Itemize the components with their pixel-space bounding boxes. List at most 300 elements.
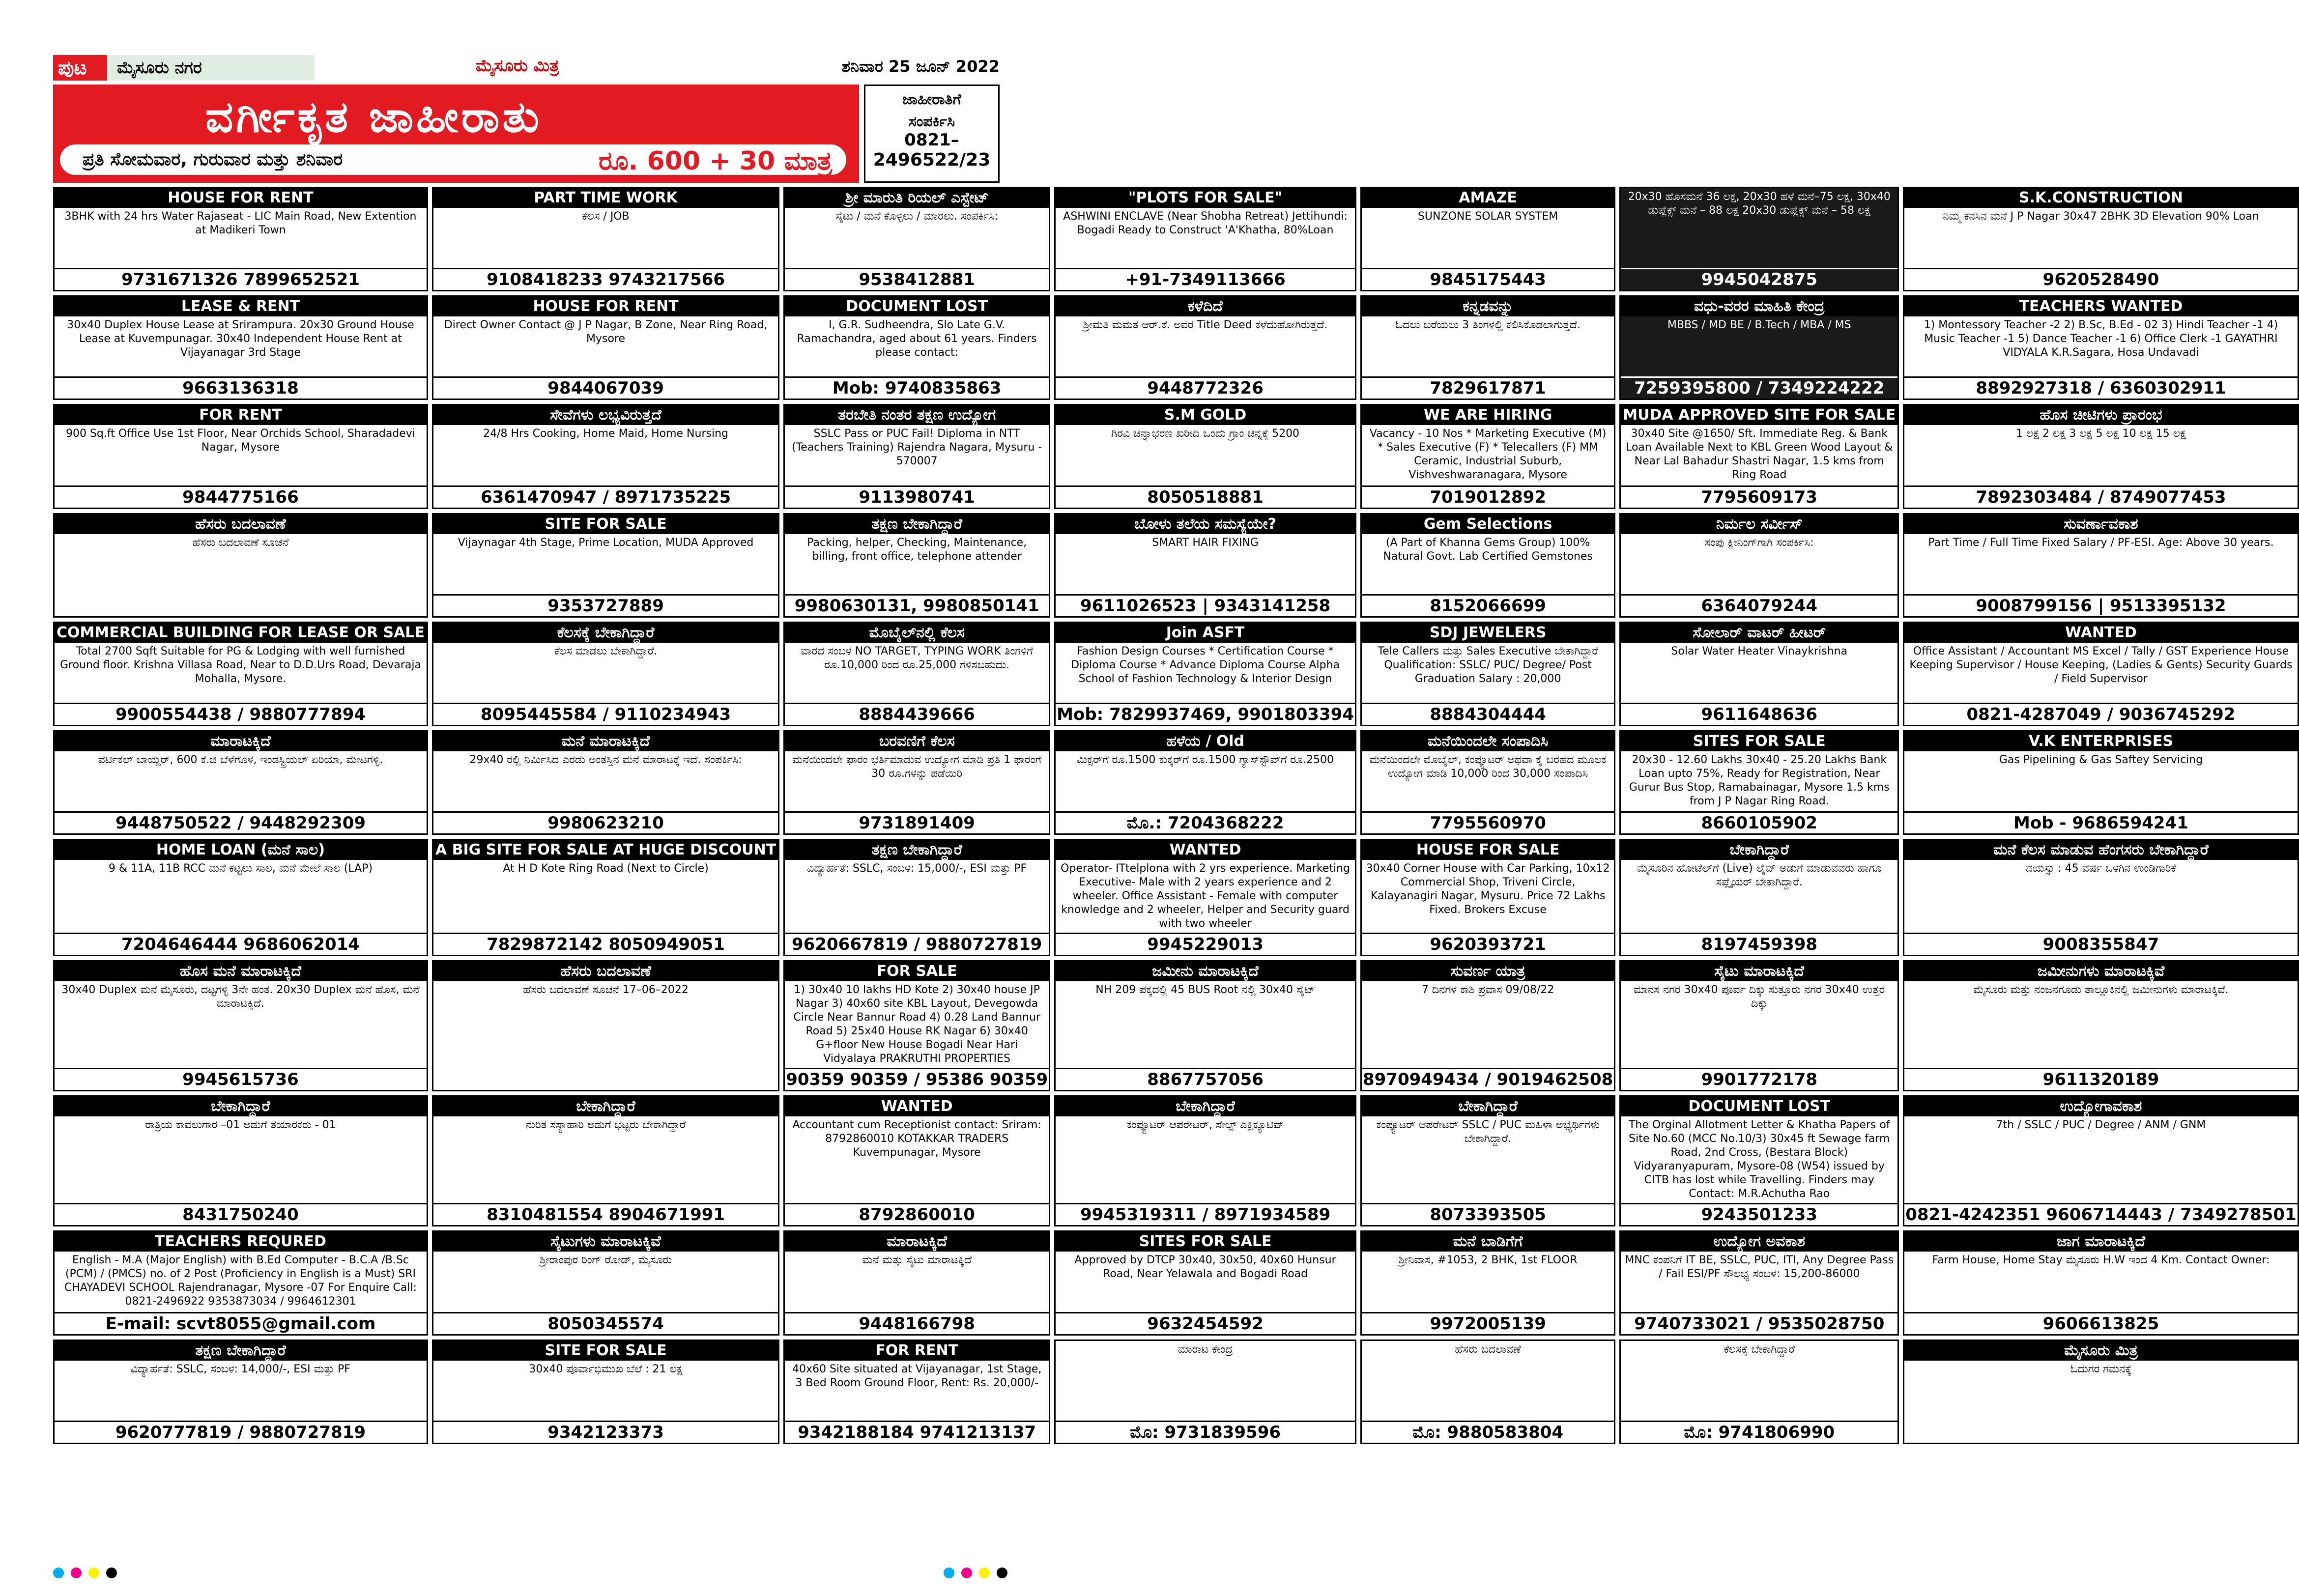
ad-phone: 9620667819 / 9880727819 (785, 933, 1049, 955)
ad-heading: ಜಾಗ ಮಾರಾಟಕ್ಕಿದೆ (1904, 1232, 2297, 1252)
ad-phone: 9108418233 9743217566 (433, 268, 778, 290)
ad-phone: 7259395800 / 7349224222 (1621, 376, 1897, 399)
ad-body: ಓದಲು ಬರೆಯಲು 3 ತಿಂಗಳಲ್ಲಿ ಕಲಿಸಿಕೊಡಲಾಗುತ್ತದೆ. (1395, 319, 1581, 332)
classified-ad (53, 513, 428, 618)
ad-body: 7th / SSLC / PUC / Degree / ANM / GNM (1996, 1119, 2206, 1132)
ad-phone: ಮೊ: 9731839596 (1056, 1421, 1355, 1443)
classified-ad (1054, 295, 1356, 400)
ad-heading: ತರಬೇತಿ ನಂತರ ತಕ್ಷಣ ಉದ್ಯೋಗ (785, 405, 1049, 425)
classified-ad (1903, 730, 2299, 835)
classified-ad (1619, 1230, 1899, 1335)
ad-body: ಮನೆಯಿಂದಲೇ ಫಾರಂ ಭರ್ತಿಮಾಡುವ ಉದ್ಯೋಗ ಮಾಡಿ ಪ್ರತಿ 1 ಫಾರಂಗೆ 30 ರೂ.ಗಳನ್ನು ಪಡೆಯಿರಿ (792, 754, 1042, 780)
ad-heading: ವಧು-ವರರ ಮಾಹಿತಿ ಕೇಂದ್ರ (1621, 297, 1897, 316)
page-number: ಪುಟ (53, 55, 107, 81)
ad-heading: ಬೇಕಾಗಿದ್ದಾರೆ (1362, 1097, 1614, 1116)
ad-body: SSLC Pass or PUC Fail! Diploma in NTT (Teachers Training) Rajendra Nagara, Mysuru - 570007 (792, 428, 1042, 468)
classified-ad (432, 187, 779, 291)
ad-body: Vijaynagar 4th Stage, Prime Location, MUDA Approved (458, 536, 754, 549)
ad-heading: HOUSE FOR RENT (55, 188, 427, 208)
ad-body: ಮಿಕ್ಸರ್‌ಗೆ ರೂ.1500 ಕುಕ್ಕರ್‌ಗೆ ರೂ.1500 ಗ್ಯಾಸ್‌ಸ್ಟೌವ್‌ಗೆ ರೂ.2500 (1077, 754, 1334, 767)
classified-ad (1054, 1095, 1356, 1226)
ad-phone: 8884439666 (785, 703, 1049, 725)
black-dot (997, 1568, 1007, 1578)
ad-body: ವಾರದ ಸಂಬಳ NO TARGET, TYPING WORK ತಿಂಗಳಿಗೆ ರೂ.10,000 ರಿಂದ ರೂ.25,000 ಗಳಿಸಬಹುದು. (801, 645, 1033, 671)
ad-heading: HOUSE FOR SALE (1362, 840, 1614, 860)
ad-heading: AMAZE (1362, 188, 1614, 208)
ad-heading: SDJ JEWELERS (1362, 623, 1614, 643)
ad-heading: ನಿರ್ಮಲ ಸರ್ವೀಸ್ (1621, 514, 1897, 534)
ad-body: ಸೈಟು / ಮನೆ ಕೊಳ್ಳಲು / ಮಾರಲು. ಸಂಪರ್ಕಿಸಿ: (835, 210, 999, 223)
classified-ad (53, 404, 428, 509)
ad-phone: Mob: 7829937469, 9901803394 (1056, 703, 1355, 725)
classified-ad (432, 295, 779, 400)
color-registration-marks-left (53, 1568, 117, 1578)
classified-ad (1360, 295, 1615, 400)
ad-body: ಶ್ರೀಮತಿ ಮಮತ ಆರ್.ಕೆ. ಅವರ Title Deed ಕಳೆದುಹೋಗಿರುತ್ತದೆ. (1083, 319, 1328, 332)
ad-heading: ಉದ್ಯೋಗಾವಕಾಶ (1904, 1097, 2297, 1116)
ad-heading: WANTED (1056, 840, 1355, 860)
ad-heading: ಸೇವೆಗಳು ಲಭ್ಯವಿರುತ್ತದೆ (433, 405, 778, 425)
classified-ad (432, 960, 779, 1091)
ad-body: ನುರಿತ ಸಸ್ಯಾಹಾರಿ ಅಡುಗೆ ಭಟ್ಟರು ಬೇಕಾಗಿದ್ದಾರೆ (525, 1119, 686, 1132)
ad-heading: SITE FOR SALE (433, 1341, 778, 1361)
ad-phone: 9663136318 (55, 376, 427, 399)
ad-phone: 9901772178 (1621, 1068, 1897, 1090)
classified-ad (1619, 513, 1899, 618)
ad-body: Office Assistant / Accountant MS Excel / Tally / GST Experience House Keeping Supervisor / House Keeping, (Ladies & Gents) Security Guards / Field Supervisor (1909, 645, 2293, 685)
classified-ad (1054, 187, 1356, 291)
ad-heading: TEACHERS REQURED (55, 1232, 427, 1252)
ad-body: NH 209 ಪಕ್ಕದಲ್ಲಿ 45 BUS Root ನಲ್ಲಿ 30x40 ಸೈಟ್ (1095, 984, 1315, 997)
classified-ad (783, 513, 1050, 618)
ad-body: ಕೆಲಸಕ್ಕೆ ಬೇಕಾಗಿದ್ದಾರೆ (1724, 1343, 1795, 1356)
ad-heading: ಕಳೆದಿದೆ (1056, 297, 1355, 316)
ad-heading: ಸುವರ್ಣಾವಕಾಶ (1904, 514, 2297, 534)
classified-ad (432, 1340, 779, 1444)
ad-body: Fashion Design Courses * Certification Course * Diploma Course * Advance Diploma Course Alpha School of Fashion Technology & Interior Design (1071, 645, 1340, 685)
ad-heading: S.M GOLD (1056, 405, 1355, 425)
ad-body: ಕೆಲಸ / JOB (582, 210, 630, 223)
classified-ad (1903, 295, 2299, 400)
classified-ad (1903, 1230, 2299, 1335)
classified-ad (1903, 622, 2299, 726)
classified-ad (783, 1340, 1050, 1444)
ad-heading: ತಕ್ಷಣ ಬೇಕಾಗಿದ್ದಾರೆ (55, 1341, 427, 1361)
ad-heading: ಮನೆಯಿಂದಲೇ ಸಂಪಾದಿಸಿ (1362, 732, 1614, 751)
ad-heading: S.K.CONSTRUCTION (1904, 188, 2297, 208)
ad-phone: ಮೊ: 9741806990 (1621, 1421, 1897, 1443)
ad-heading: Gem Selections (1362, 514, 1614, 534)
classified-ad (1619, 622, 1899, 726)
ad-heading: ಹಳೆಯ / Old (1056, 732, 1355, 751)
ad-phone: 9845175443 (1362, 268, 1614, 290)
classified-ad (53, 1340, 428, 1444)
ad-body: ಶ್ರೀನಿವಾಸ, #1053, 2 BHK, 1st FLOOR (1398, 1254, 1578, 1267)
ad-phone: 8660105902 (1621, 811, 1897, 833)
ad-body: 9 & 11A, 11B RCC ಮನೆ ಕಟ್ಟಲು ಸಾಲ, ಮನೆ ಮೇಲೆ ಸಾಲ (LAP) (108, 862, 373, 875)
classified-ad (1054, 404, 1356, 509)
ad-heading: ಮೈಸೂರು ಮಿತ್ರ (1904, 1341, 2297, 1361)
ad-phone: 8197459398 (1621, 933, 1897, 955)
classified-ad (432, 1095, 779, 1226)
ad-heading: ಸುವರ್ಣ ಯಾತ್ರ (1362, 962, 1614, 981)
ad-phone: 9611648636 (1621, 703, 1897, 725)
classified-ad (1360, 730, 1615, 835)
classified-ad (1619, 839, 1899, 956)
ad-heading: PART TIME WORK (433, 188, 778, 208)
ad-heading: ಉದ್ಯೋಗ ಅವಕಾಶ (1621, 1232, 1897, 1252)
ads-grid (53, 187, 2297, 1553)
ad-heading: Join ASFT (1056, 623, 1355, 643)
ad-body: ಕಂಪ್ಯೂಟರ್ ಆಪರೇಟರ್, ಸೇಲ್ಸ್ ಎಕ್ಸಿಕ್ಯೂಟಿವ್ (1126, 1119, 1284, 1132)
ad-phone: 7829872142 8050949051 (433, 933, 778, 955)
yellow-dot (979, 1568, 990, 1578)
ad-body: ವಯಸ್ಸು : 45 ವರ್ಷ ಒಳಗಿನ ಉಂಡಿಗಾರಿಕೆ (2025, 862, 2177, 875)
ad-heading: TEACHERS WANTED (1904, 297, 2297, 316)
classified-ad (783, 960, 1050, 1091)
ad-phone: 9945229013 (1056, 933, 1355, 955)
classified-ad (1619, 295, 1899, 400)
classified-ad (1903, 513, 2299, 618)
ad-body: ಮಾರಾಟ ಕೇಂದ್ರ (1178, 1343, 1233, 1356)
ad-phone: 9113980741 (785, 485, 1049, 508)
ad-phone: 9945615736 (55, 1068, 427, 1090)
ad-phone: 90359 90359 / 95386 90359 (785, 1068, 1049, 1090)
cyan-dot (944, 1568, 954, 1578)
ad-body: 20x30 ಹೊಸಮನೆ 36 ಲಕ್ಷ, 20x30 ಹಳೆ ಮನೆ–75 ಲಕ್ಷ, 30x40 ಡುಪ್ಲೆಕ್ಸ್ ಮನೆ – 88 ಲಕ್ಷ 20x30 ಡುಪ್ಲೆಕ್ಸ್ ಮನೆ – 58 ಲಕ್ಷ (1628, 191, 1891, 217)
classified-ad (1360, 960, 1615, 1091)
ad-phone: +91-7349113666 (1056, 268, 1355, 290)
ad-heading: ತಕ್ಷಣ ಬೇಕಾಗಿದ್ದಾರೆ (785, 840, 1049, 860)
classified-ad (1360, 839, 1615, 956)
classified-ad (1903, 1095, 2299, 1226)
ad-phone: 8152066699 (1362, 594, 1614, 616)
issue-date: ಶನಿವಾರ 25 ಜೂನ್ 2022 (841, 57, 1000, 76)
publication-name: ಮೈಸೂರು ಮಿತ್ರ (476, 56, 559, 76)
ad-phone: 9611320189 (1904, 1068, 2297, 1090)
ad-heading: FOR RENT (55, 405, 427, 425)
ad-body: 1) Montessory Teacher -2 2) B.Sc, B.Ed - 02 3) Hindi Teacher -1 4) Music Teacher -1 5) Dance Teacher -1 6) Office Clerk -1 GAYATHRI VIDYALA K.R.Sagara, Hosa Undavadi (1924, 319, 2278, 359)
classified-ad (432, 513, 779, 618)
classified-ad (1903, 960, 2299, 1091)
classified-ad (1903, 404, 2299, 509)
ad-heading: HOME LOAN (ಮನೆ ಸಾಲ) (55, 840, 427, 860)
ad-phone: 8050518881 (1056, 485, 1355, 508)
ad-heading: DOCUMENT LOST (785, 297, 1049, 316)
ad-phone: 9342188184 9741213137 (785, 1421, 1049, 1443)
classified-ad (1360, 187, 1615, 291)
ad-body: 30x40 Duplex House Lease at Srirampura. 20x30 Ground House Lease at Kuvempunagar. 30x40 Independent House Rent at Vijayanagar 3rd Stage (67, 319, 414, 359)
ad-heading: MUDA APPROVED SITE FOR SALE (1621, 405, 1897, 425)
ad-heading: ಸೈಟುಗಳು ಮಾರಾಟಕ್ಕಿವೆ (433, 1232, 778, 1252)
ad-body: 30x40 ಪೂರ್ವಾಭಿಮುಖ ಬೆಲೆ : 21 ಲಕ್ಷ (529, 1363, 683, 1375)
classified-ad (1619, 1340, 1899, 1444)
ad-phone: 9980630131, 9980850141 (785, 594, 1049, 616)
ad-body: 3BHK with 24 hrs Water Rajaseat - LIC Main Road, New Extention at Madikeri Town (64, 210, 417, 236)
ad-phone: 8050345574 (433, 1312, 778, 1334)
ad-phone: 0821-4242351 9606714443 / 7349278501 (1904, 1203, 2297, 1225)
classified-ad (1619, 960, 1899, 1091)
ad-body: SMART HAIR FIXING (1152, 536, 1259, 549)
ad-body: 1 ಲಕ್ಷ 2 ಲಕ್ಷ 3 ಲಕ್ಷ 5 ಲಕ್ಷ 10 ಲಕ್ಷ 15 ಲಕ್ಷ (2015, 428, 2186, 440)
ad-phone: 6364079244 (1621, 594, 1897, 616)
ad-phone: 9945319311 / 8971934589 (1056, 1203, 1355, 1225)
ad-phone: 9342123373 (433, 1421, 778, 1443)
ad-body: Total 2700 Sqft Suitable for PG & Lodging with well furnished Ground floor. Krishna Villasa Road, Near to D.D.Urs Road, Devaraja Mohalla, Mysore. (59, 645, 421, 685)
ad-body: 30x40 Corner House with Car Parking, 10x12 Commercial Shop, Triveni Circle, Kalayanagiri Nagar, Mysuru. Price 72 Lakhs Fixed. Brokers Excuse (1366, 862, 1610, 916)
ad-body: Operator- ITtelplona with 2 yrs experience. Marketing Executive- Male with 2 years experience and 2 wheeler. Office Assistant - Female with computer knowledge and 2 wheeler, Helper and Security guard with two wheeler (1061, 862, 1351, 930)
ad-heading: WANTED (1904, 623, 2297, 643)
contact-line-3: 0821– (904, 130, 959, 150)
ad-heading: FOR SALE (785, 962, 1049, 981)
magenta-dot (71, 1568, 82, 1578)
ad-phone: 8970949434 / 9019462508 (1362, 1068, 1614, 1090)
ad-heading: ಸೋಲಾರ್ ವಾಟರ್ ಹೀಟರ್ (1621, 623, 1897, 643)
classified-ad (783, 295, 1050, 400)
ad-body: I, G.R. Sudheendra, Slo Late G.V. Ramachandra, aged about 61 years. Finders please contact: (797, 319, 1037, 359)
ad-phone: 7829617871 (1362, 376, 1614, 399)
ad-phone: 9731891409 (785, 811, 1049, 833)
ad-phone: 9606613825 (1904, 1312, 2297, 1334)
ad-body: ಹೆಸರು ಬದಲಾವಣೆ ಸೂಚನೆ 17–06–2022 (523, 984, 689, 997)
ad-phone: 8792860010 (785, 1203, 1049, 1225)
ad-body: ಸಂಪು ಕ್ಲೀನಿಂಗ್‌ಗಾಗಿ ಸಂಪರ್ಕಿಸಿ: (1704, 536, 1814, 549)
ad-body: 40x60 Site situated at Vijayanagar, 1st Stage, 3 Bed Room Ground Floor, Rent: Rs. 20,000/- (792, 1363, 1042, 1389)
banner-title: ವರ್ಗೀಕೃತ ಜಾಹೀರಾತು (205, 91, 542, 142)
classified-ad (783, 730, 1050, 835)
ad-heading: ಬೇಕಾಗಿದ್ದಾರೆ (433, 1097, 778, 1116)
ad-phone: 9620777819 / 9880727819 (55, 1421, 427, 1443)
ad-phone: 8867757056 (1056, 1068, 1355, 1090)
ad-heading: ಜಮೀನು ಮಾರಾಟಕ್ಕಿದೆ (1056, 962, 1355, 981)
ad-body: Tele Callers ಮತ್ತು Sales Executive ಬೇಕಾಗಿದ್ದಾರೆ Qualification: SSLC/ PUC/ Degree/ Post Graduation Salary : 20,000 (1378, 645, 1598, 685)
ad-heading: WE ARE HIRING (1362, 405, 1614, 425)
ad-body: Solar Water Heater Vinaykrishna (1671, 645, 1848, 657)
ad-phone: 8095445584 / 9110234943 (433, 703, 778, 725)
ad-heading: SITES FOR SALE (1056, 1232, 1355, 1252)
ad-body: ಕೆಲಸ ಮಾಡಲು ಬೇಕಾಗಿದ್ದಾರೆ. (554, 645, 658, 657)
ad-heading: ಮನೆ ಬಾಡಿಗೆಗೆ (1362, 1232, 1614, 1252)
ad-body: 1) 30x40 10 lakhs HD Kote 2) 30x40 house JP Nagar 3) 40x60 site KBL Layout, Devegowda Circle Near Bannur Road 4) 0.28 Land Bannur Road 5) 25x40 House RK Nagar 6) 30x40 G+floor New House Bogadi Near Hari Vidyalaya PRAKRUTHI PROPERTIES (793, 984, 1040, 1065)
ad-body: English - M.A (Major English) with B.Ed Computer - B.C.A /B.Sc (PCM) / (PMCS) no. of 2 Post (Proficiency in English is a Must) SRI CHAYADEVI SCHOOL Rajendranagar, Mysore -07 For Enquire Call: 0821-2496922 9353873034 / 9964612301 (64, 1254, 417, 1308)
ad-body: 7 ದಿನಗಳ ಕಾಶಿ ಪ್ರವಾಸ 09/08/22 (1421, 984, 1554, 997)
ad-body: ಕಂಪ್ಯೂಟರ್ ಆಪರೇಟರ್ SSLC / PUC ಮಹಿಳಾ ಅಭ್ಯರ್ಥಿಗಳು ಬೇಕಾಗಿದ್ದಾರೆ. (1376, 1119, 1600, 1145)
classified-ad (53, 295, 428, 400)
ad-body: ಮೈಸೂರಿನ ಹೋಟೆಲ್‌ಗೆ (Live) ಲೈವ್ ಅಡುಗೆ ಮಾಡುವವರು ಹಾಗೂ ಸಪ್ಲೈಯರ್ ಬೇಕಾಗಿದ್ದಾರೆ. (1637, 862, 1882, 889)
ad-phone: 9448166798 (785, 1312, 1049, 1334)
classified-ad (1619, 730, 1899, 835)
ad-heading: ಮಾರಾಟಕ್ಕಿದೆ (785, 1232, 1049, 1252)
classified-ad (53, 1095, 428, 1226)
ad-heading: SITE FOR SALE (433, 514, 778, 534)
ad-phone: 9980623210 (433, 811, 778, 833)
ad-phone: 9611026523 | 9343141258 (1056, 594, 1355, 616)
classified-ad (53, 839, 428, 956)
ad-heading: ಬೇಕಾಗಿದ್ದಾರೆ (1056, 1097, 1355, 1116)
ad-body: Part Time / Full Time Fixed Salary / PF-ESI. Age: Above 30 years. (1928, 536, 2274, 549)
ad-phone: 7795609173 (1621, 485, 1897, 508)
classified-ad (783, 1095, 1050, 1226)
classified-ad (1054, 839, 1356, 956)
ad-heading: ಕನ್ನಡವನ್ನು (1362, 297, 1614, 316)
ad-heading: ಬೇಕಾಗಿದ್ದಾರೆ (1621, 840, 1897, 860)
ad-phone: 8892927318 / 6360302911 (1904, 376, 2297, 399)
classified-ad (1360, 404, 1615, 509)
classified-ad (53, 187, 428, 291)
ad-body: ಹೆಸರು ಬದಲಾವಣೆ (1455, 1343, 1521, 1356)
ad-heading: ಕೆಲಸಕ್ಕೆ ಬೇಕಾಗಿದ್ದಾರೆ (433, 623, 778, 643)
ad-phone: 9008355847 (1904, 933, 2297, 955)
classified-ad (1054, 730, 1356, 835)
ad-body: ಶ್ರೀರಾಂಪುರ ರಿಂಗ್ ರೋಡ್, ಮೈಸೂರು (540, 1254, 672, 1267)
classified-ad (53, 1230, 428, 1335)
ad-body: ಓದುಗರ ಗಮನಕ್ಕೆ (2070, 1363, 2132, 1375)
ad-body: 29x40 ರಲ್ಲಿ ನಿರ್ಮಿಸಿದ ಎರಡು ಅಂತಸ್ತಿನ ಮನೆ ಮಾರಾಟಕ್ಕೆ ಇದೆ. ಸಂಪರ್ಕಿಸಿ: (469, 754, 742, 767)
ad-phone: 9243501233 (1621, 1203, 1897, 1225)
black-dot (106, 1568, 117, 1578)
ad-body: Farm House, Home Stay ಮೈಸೂರು H.W ಇಂದ 4 Km. Contact Owner: (1932, 1254, 2270, 1267)
classified-ad (53, 960, 428, 1091)
classified-ad (432, 1230, 779, 1335)
ad-body: 20x30 - 12.60 Lakhs 30x40 - 25.20 Lakhs Bank Loan upto 75%, Ready for Registration, Near Gurur Bus Stop, Ramabainagar, Mysore 1.5 kms from J P Nagar Ring Road. (1629, 754, 1890, 808)
ad-phone: 8073393505 (1362, 1203, 1614, 1225)
ad-body: 30x40 Duplex ಮನೆ ಮೈಸೂರು, ದಟ್ಟಗಳ್ಳಿ 3ನೇ ಹಂತ. 20x30 Duplex ಮನೆ ಹೊಸ, ಮನೆ ಮಾರಾಟಕ್ಕಿದೆ. (61, 984, 420, 1010)
banner-days: ಪ್ರತಿ ಸೋಮವಾರ, ಗುರುವಾರ ಮತ್ತು ಶನಿವಾರ (83, 149, 343, 170)
ad-heading: ಹೊಸ ಮನೆ ಮಾರಾಟಕ್ಕಿದೆ (55, 962, 427, 981)
cyan-dot (53, 1568, 64, 1578)
ad-phone: 9448750522 / 9448292309 (55, 811, 427, 833)
ad-phone: 0821-4287049 / 9036745292 (1904, 703, 2297, 725)
classifieds-banner (53, 85, 859, 183)
yellow-dot (88, 1568, 99, 1578)
ad-phone: 9972005139 (1362, 1312, 1614, 1334)
classified-ad (1619, 187, 1899, 291)
ad-heading: A BIG SITE FOR SALE AT HUGE DISCOUNT (433, 840, 778, 860)
classified-ad (1619, 404, 1899, 509)
classified-ad (1360, 1230, 1615, 1335)
classified-ad (432, 730, 779, 835)
contact-line-4: 2496522/23 (873, 150, 991, 170)
ad-body: ASHWINI ENCLAVE (Near Shobha Retreat) Jettihundi: Bogadi Ready to Construct 'A'Khatha, 80%Loan (1063, 210, 1348, 236)
ad-heading: ಹೆಸರು ಬದಲಾವಣೆ (55, 514, 427, 534)
ad-heading: DOCUMENT LOST (1621, 1097, 1897, 1116)
ad-heading: ಮನೆ ಕೆಲಸ ಮಾಡುವ ಹೆಂಗಸರು ಬೇಕಾಗಿದ್ದಾರೆ (1904, 840, 2297, 860)
ad-phone: 7795560970 (1362, 811, 1614, 833)
classified-ad (783, 839, 1050, 956)
ad-phone: ಮೊ: 9880583804 (1362, 1421, 1614, 1443)
classified-ad (1619, 1095, 1899, 1226)
ad-body: Packing, helper, Checking, Maintenance, billing, front office, telephone attender (807, 536, 1027, 563)
banner-price: ರೂ. 600 + 30 ಮಾತ್ರ (599, 146, 832, 176)
classified-ad (783, 404, 1050, 509)
classified-ad (432, 404, 779, 509)
ad-body: Accountant cum Receptionist contact: Sriram: 8792860010 KOTAKKAR TRADERS Kuvempunagar, Mysore (792, 1119, 1041, 1159)
ad-body: 900 Sq.ft Office Use 1st Floor, Near Orchids School, Sharadadevi Nagar, Mysore (65, 428, 415, 454)
classified-ad (1903, 1340, 2299, 1444)
classified-ad (432, 622, 779, 726)
ad-phone: 9448772326 (1056, 376, 1355, 399)
classified-ad (53, 622, 428, 726)
ad-heading: V.K ENTERPRISES (1904, 732, 2297, 751)
ad-heading: "PLOTS FOR SALE" (1056, 188, 1355, 208)
classified-ad (783, 187, 1050, 291)
ad-heading: ಜಮೀನುಗಳು ಮಾರಾಟಕ್ಕಿವೆ (1904, 962, 2297, 981)
page-header (53, 55, 1000, 81)
ad-heading: ಮಾರಾಟಕ್ಕಿದೆ (55, 732, 427, 751)
magenta-dot (961, 1568, 972, 1578)
ad-phone: 9844067039 (433, 376, 778, 399)
contact-line-1: ಜಾಹೀರಾತಿಗೆ (902, 91, 961, 108)
ad-body: ಮನೆಯಿಂದಲೇ ಮೊಬೈಲ್, ಕಂಪ್ಯೂಟರ್ ಅಥವಾ ಕೈ ಬರಹದ ಮೂಲಕ ಉದ್ಯೋಗ ಮಾಡಿ 10,000 ರಿಂದ 30,000 ಸಂಪಾದಿಸಿ (1369, 754, 1607, 780)
ad-body: 24/8 Hrs Cooking, Home Maid, Home Nursing (483, 428, 728, 440)
ad-body: Approved by DTCP 30x40, 30x50, 40x60 Hunsur Road, Near Yelawala and Bogadi Road (1074, 1254, 1336, 1281)
ad-body: ವರ್ಟಿಕಲ್ ಬಾಯ್ಲರ್, 600 ಕೆ.ಜಿ ಬೆಳೆಗೊಳ, ಇಂಡಸ್ಟ್ರಿಯಲ್ ಏರಿಯಾ, ಮೇಟಗಳ್ಳಿ. (98, 754, 383, 767)
ad-heading: SITES FOR SALE (1621, 732, 1897, 751)
ad-phone: 7892303484 / 8749077453 (1904, 485, 2297, 508)
ad-heading: ಶ್ರೀ ಮಾರುತಿ ರಿಯಲ್ ಎಸ್ಟೇಟ್ (785, 188, 1049, 208)
ad-body: ಗಿರವಿ ಚಿನ್ನಾಭರಣ ಖರೀದಿ ಒಂದು ಗ್ರಾಂ ಚಿನ್ನಕ್ಕೆ 5200 (1111, 428, 1300, 440)
ad-phone: 9945042875 (1621, 268, 1897, 290)
classified-ad (1360, 1095, 1615, 1226)
classified-ad (1054, 960, 1356, 1091)
ad-phone: E-mail: scvt8055@gmail.com (55, 1312, 427, 1334)
ad-phone: 9900554438 / 9880777894 (55, 703, 427, 725)
ad-phone: 9008799156 | 9513395132 (1904, 594, 2297, 616)
ad-phone: 9538412881 (785, 268, 1049, 290)
ad-body: ವಿದ್ಯಾರ್ಹತೆ: SSLC, ಸಂಬಳ: 15,000/-, ESI ಮತ್ತು PF (807, 862, 1027, 875)
ad-body: Direct Owner Contact @ J P Nagar, B Zone, Near Ring Road, Mysore (444, 319, 768, 345)
classified-ad (1360, 513, 1615, 618)
classified-ad (1903, 187, 2299, 291)
ad-phone: 9353727889 (433, 594, 778, 616)
ad-body: The Orginal Allotment Letter & Khatha Papers of Site No.60 (MCC No.10/3) 30x45 ft Sewage farm Road, 2nd Cross, (Bestara Block) Vidyaranyapuram, Mysore-08 (W54) issued by CITB has lost while Travelling. Finders may Contact: M.R.Achutha Rao (1628, 1119, 1890, 1200)
classified-ad (1903, 839, 2299, 956)
ad-heading: ತಕ್ಷಣ ಬೇಕಾಗಿದ್ದಾರೆ (785, 514, 1049, 534)
ad-heading: ಹೊಸ ಚೀಟಿಗಳು ಪ್ರಾರಂಭ (1904, 405, 2297, 425)
contact-line-2: ಸಂಪರ್ಕಿಸಿ (909, 113, 955, 130)
ad-heading: LEASE & RENT (55, 297, 427, 316)
ad-heading: ಸೈಟು ಮಾರಾಟಕ್ಕಿದೆ (1621, 962, 1897, 981)
section-name: ಮೈಸೂರು ನಗರ (108, 55, 315, 81)
ad-heading: COMMERCIAL BUILDING FOR LEASE OR SALE (55, 623, 427, 643)
ad-body: ಮಾನಸ ನಗರ 30x40 ಪೂರ್ವ ದಿಕ್ಕು ಸುತ್ತೂರು ನಗರ 30x40 ಉತ್ತರ ದಿಕ್ಕು (1634, 984, 1885, 1010)
ad-phone: 9740733021 / 9535028750 (1621, 1312, 1897, 1334)
classified-ad (53, 730, 428, 835)
classified-ad (1054, 1340, 1356, 1444)
ad-body: Vacancy - 10 Nos * Marketing Executive (M) * Sales Executive (F) * Telecallers (F) MM Ceramic, Industrial Suburb, Vishveshwaranagara, Mysore (1369, 428, 1607, 482)
classified-ad (1054, 622, 1356, 726)
ad-phone: ಮೊ.: 7204368222 (1056, 811, 1355, 833)
ad-body: ಮನೆ ಮತ್ತು ಸೈಟು ಮಾರಾಟಕ್ಕಿದೆ (862, 1254, 972, 1267)
ad-phone: 9620393721 (1362, 933, 1614, 955)
ad-heading: ಮೊಬೈಲ್‌ನಲ್ಲಿ ಕೆಲಸ (785, 623, 1049, 643)
ad-body: 30x40 Site @1650/ Sft. Immediate Reg. & Bank Loan Available Next to KBL Green Wood Layout & Near Lal Bahadur Shastri Nagar, 1.5 kms from Ring Road (1626, 428, 1893, 482)
ad-body: At H D Kote Ring Road (Next to Circle) (503, 862, 709, 875)
ad-phone: 9632454592 (1056, 1312, 1355, 1334)
ad-phone: 9731671326 7899652521 (55, 268, 427, 290)
ad-heading: ಬೇಕಾಗಿದ್ದಾರೆ (55, 1097, 427, 1116)
ad-phone: 7019012892 (1362, 485, 1614, 508)
ad-phone: 8310481554 8904671991 (433, 1203, 778, 1225)
classified-ad (783, 1230, 1050, 1335)
ad-body: (A Part of Khanna Gems Group) 100% Natural Govt. Lab Certified Gemstones (1383, 536, 1593, 563)
ad-phone: 9620528490 (1904, 268, 2297, 290)
ad-heading: ಬೋಳು ತಲೆಯ ಸಮಸ್ಯೆಯೇ? (1056, 514, 1355, 534)
classified-ad (1054, 1230, 1356, 1335)
ad-body: ವಿದ್ಯಾರ್ಹತೆ: SSLC, ಸಂಬಳ: 14,000/-, ESI ಮತ್ತು PF (130, 1363, 350, 1375)
ad-phone: 6361470947 / 8971735225 (433, 485, 778, 508)
ad-heading: WANTED (785, 1097, 1049, 1116)
